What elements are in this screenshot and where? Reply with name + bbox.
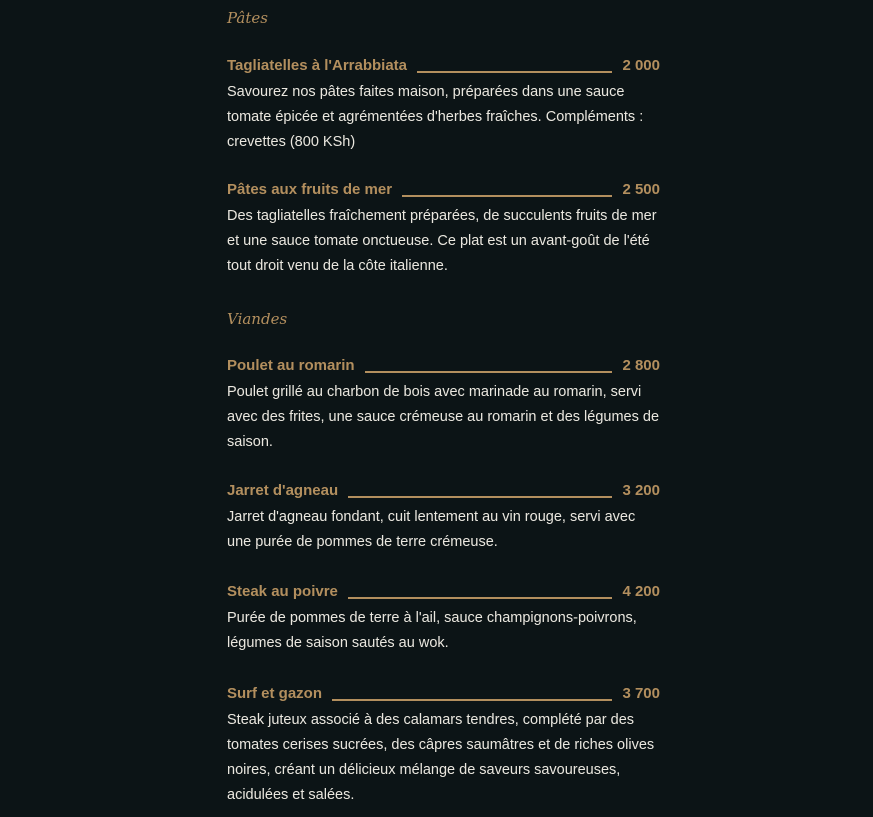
- category-title-pates: Pâtes: [227, 9, 268, 27]
- menu-item-price: 3 700: [622, 685, 660, 702]
- menu-item-name: Surf et gazon: [227, 685, 323, 702]
- menu-item-name: Jarret d'agneau: [227, 482, 339, 499]
- menu-item-price: 2 500: [622, 181, 660, 198]
- menu-item-name: Tagliatelles à l'Arrabbiata: [227, 57, 408, 74]
- menu-item-header: [227, 481, 660, 501]
- menu-item: [227, 684, 660, 808]
- menu-item-description: Purée de pommes de terre à l'ail, sauce champignons-poivrons, légumes de saison sautés au wok.: [227, 610, 637, 651]
- menu-item-description: Savourez nos pâtes faites maison, préparées dans une sauce tomate épicée et agrémentées d'herbes fraîches. Compléments : crevettes (800 KSh): [227, 84, 644, 150]
- leader-line: [332, 699, 612, 701]
- menu-item: [227, 180, 660, 279]
- menu-item-header: [227, 180, 660, 200]
- menu-item-description: Des tagliatelles fraîchement préparées, de succulents fruits de mer et une sauce tomate onctueuse. Ce plat est un avant-goût de l'été tout droit venu de la côte italienne.: [227, 208, 657, 274]
- menu-item-description: Poulet grillé au charbon de bois avec marinade au romarin, servi avec des frites, une sauce crémeuse au romarin et des légumes de saison.: [227, 384, 660, 450]
- leader-line: [348, 597, 613, 599]
- menu-item-header: [227, 356, 660, 376]
- menu-item-header: [227, 56, 660, 76]
- menu-item: [227, 56, 660, 155]
- leader-line: [402, 195, 612, 197]
- menu-item-price: 2 000: [622, 57, 660, 74]
- menu-item-description: Steak juteux associé à des calamars tendres, complété par des tomates cerises sucrées, des câpres saumâtres et de riches olives noires, créant un délicieux mélange de saveurs savoureuses, acidulées et salées.: [227, 712, 655, 803]
- menu-item-header: [227, 582, 660, 602]
- menu-item: [227, 582, 660, 656]
- menu-item-price: 3 200: [622, 482, 660, 499]
- menu-item-name: Pâtes aux fruits de mer: [227, 181, 393, 198]
- menu-item: [227, 356, 660, 455]
- menu-item-header: [227, 684, 660, 704]
- menu-item-name: Steak au poivre: [227, 583, 338, 600]
- category-title-viandes: Viandes: [227, 310, 288, 328]
- leader-line: [365, 371, 613, 373]
- menu-item-name: Poulet au romarin: [227, 357, 355, 374]
- menu-item-price: 2 800: [622, 357, 660, 374]
- leader-line: [348, 496, 612, 498]
- menu-item-description: Jarret d'agneau fondant, cuit lentement au vin rouge, servi avec une purée de pommes de terre crémeuse.: [227, 509, 636, 550]
- leader-line: [417, 71, 612, 73]
- menu-item: [227, 481, 660, 555]
- menu-item-price: 4 200: [622, 583, 660, 600]
